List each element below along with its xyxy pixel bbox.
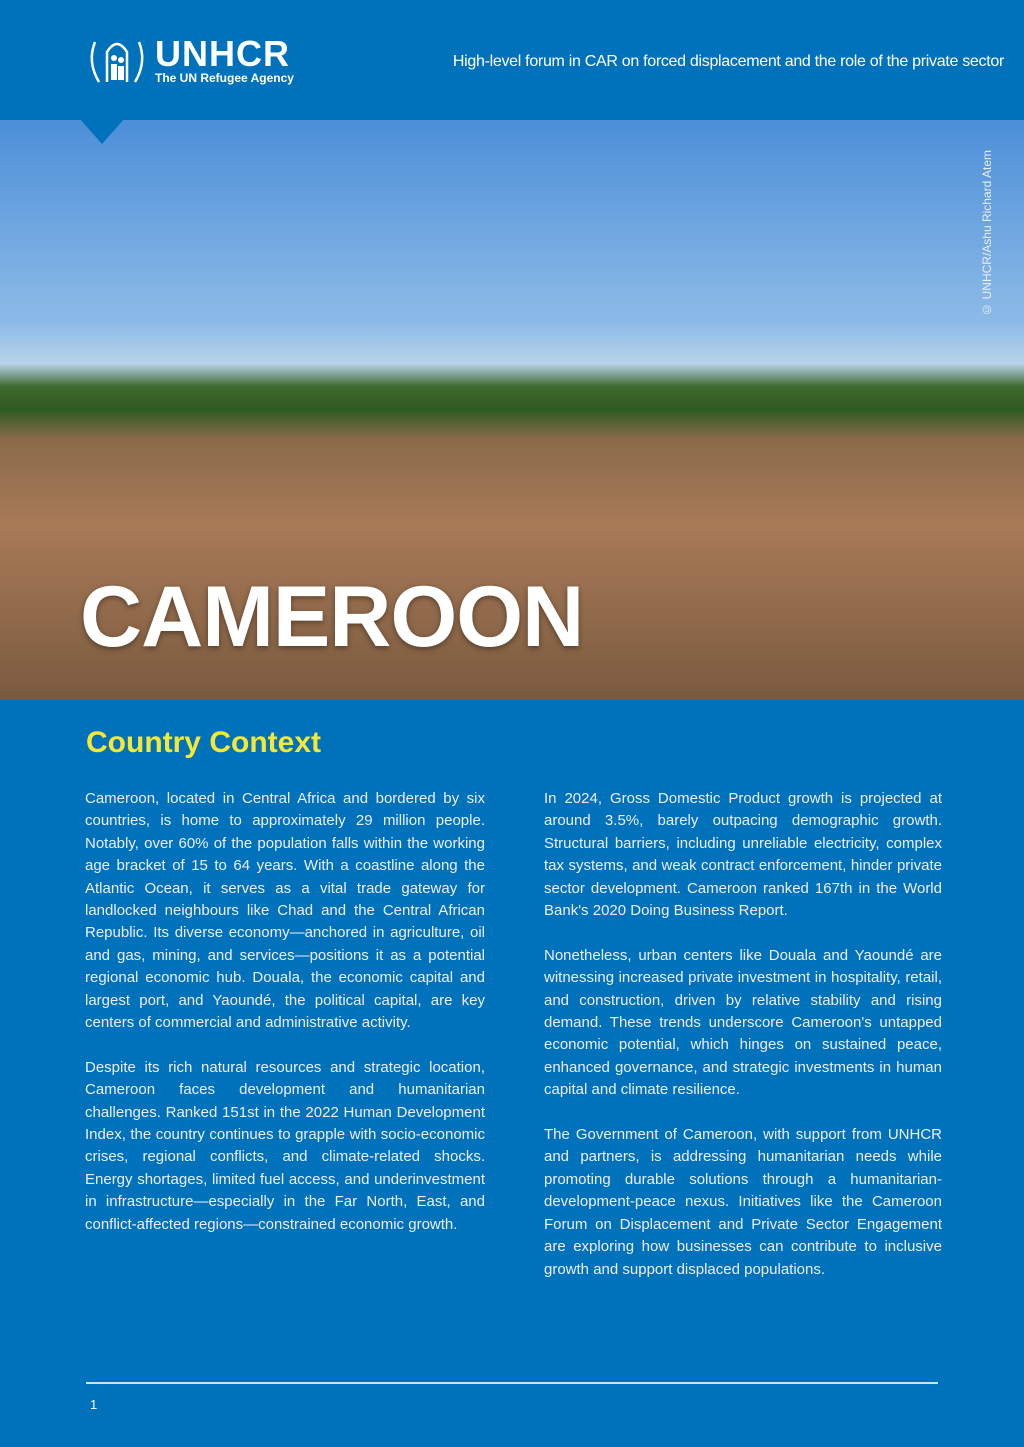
unhcr-logo xyxy=(85,34,294,88)
logo-wordmark: UNHCR xyxy=(155,33,290,74)
text-column-right xyxy=(544,788,942,1303)
section-heading: Country Context xyxy=(86,726,321,759)
photo-credit: © UNHCR/Ashu Richard Atem xyxy=(980,150,994,317)
footer-divider xyxy=(86,1382,938,1384)
text-column-left xyxy=(85,788,485,1259)
header-banner xyxy=(0,0,1024,120)
paragraph: The Government of Cameroon, with support from UNHCR and partners, is addressing humanitarian needs while promoting durable solutions through a humanitarian-development-peace nexus. Initiatives like the Cameroon Forum on Displacement and Private Sector Engagement are exploring how businesses can contribute to inclusive growth and support displaced populations. xyxy=(544,1126,942,1278)
unhcr-emblem-icon xyxy=(85,34,149,88)
country-title: CAMEROON xyxy=(80,569,584,665)
paragraph: Cameroon, located in Central Africa and bordered by six countries, is home to approximately 29 million people. Notably, over 60% of the population falls within the working age bracket of 15 to 64 years. With a coastline along the Atlantic Ocean, it serves as a vital trade gateway for landlocked neighbours like Chad and the Central African Republic. Its diverse economy—anchored in agriculture, oil and gas, mining, and services—positions it as a potential regional economic hub. Douala, the economic capital and largest port, and Yaoundé, the political capital, are key centers of commercial and administrative activity. xyxy=(85,790,485,1032)
forum-title: High-level forum in CAR on forced displacement and the role of the private sector xyxy=(452,53,1004,70)
paragraph: In 2024, Gross Domestic Product growth is projected at around 3.5%, barely outpacing demographic growth. Structural barriers, including unreliable electricity, complex tax systems, and weak contract enforcement, hinder private sector development. Cameroon ranked 167th in the World Bank's 2020 Doing Business Report. xyxy=(544,790,942,920)
cover-photo xyxy=(0,120,1024,700)
paragraph: Nonetheless, urban centers like Douala and Yaoundé are witnessing increased private investment in hospitality, retail, and construction, driven by relative stability and rising demand. These trends underscore Cameroon's untapped economic potential, which hinges on sustained peace, enhanced governance, and strategic investments in human capital and climate resilience. xyxy=(544,946,942,1099)
page-number: 1 xyxy=(90,1397,98,1412)
logo-tagline: The UN Refugee Agency xyxy=(155,71,294,85)
paragraph: Despite its rich natural resources and strategic location, Cameroon faces development and humanitarian challenges. Ranked 151st in the 2022 Human Development Index, the country continues to grapple with socio-economic crises, regional conflicts, and climate-related shocks. Energy shortages, limited fuel access, and underinvestment in infrastructure—especially in the Far North, East, and conflict-affected regions—constrained economic growth. xyxy=(85,1058,485,1233)
header-pointer xyxy=(79,118,125,144)
